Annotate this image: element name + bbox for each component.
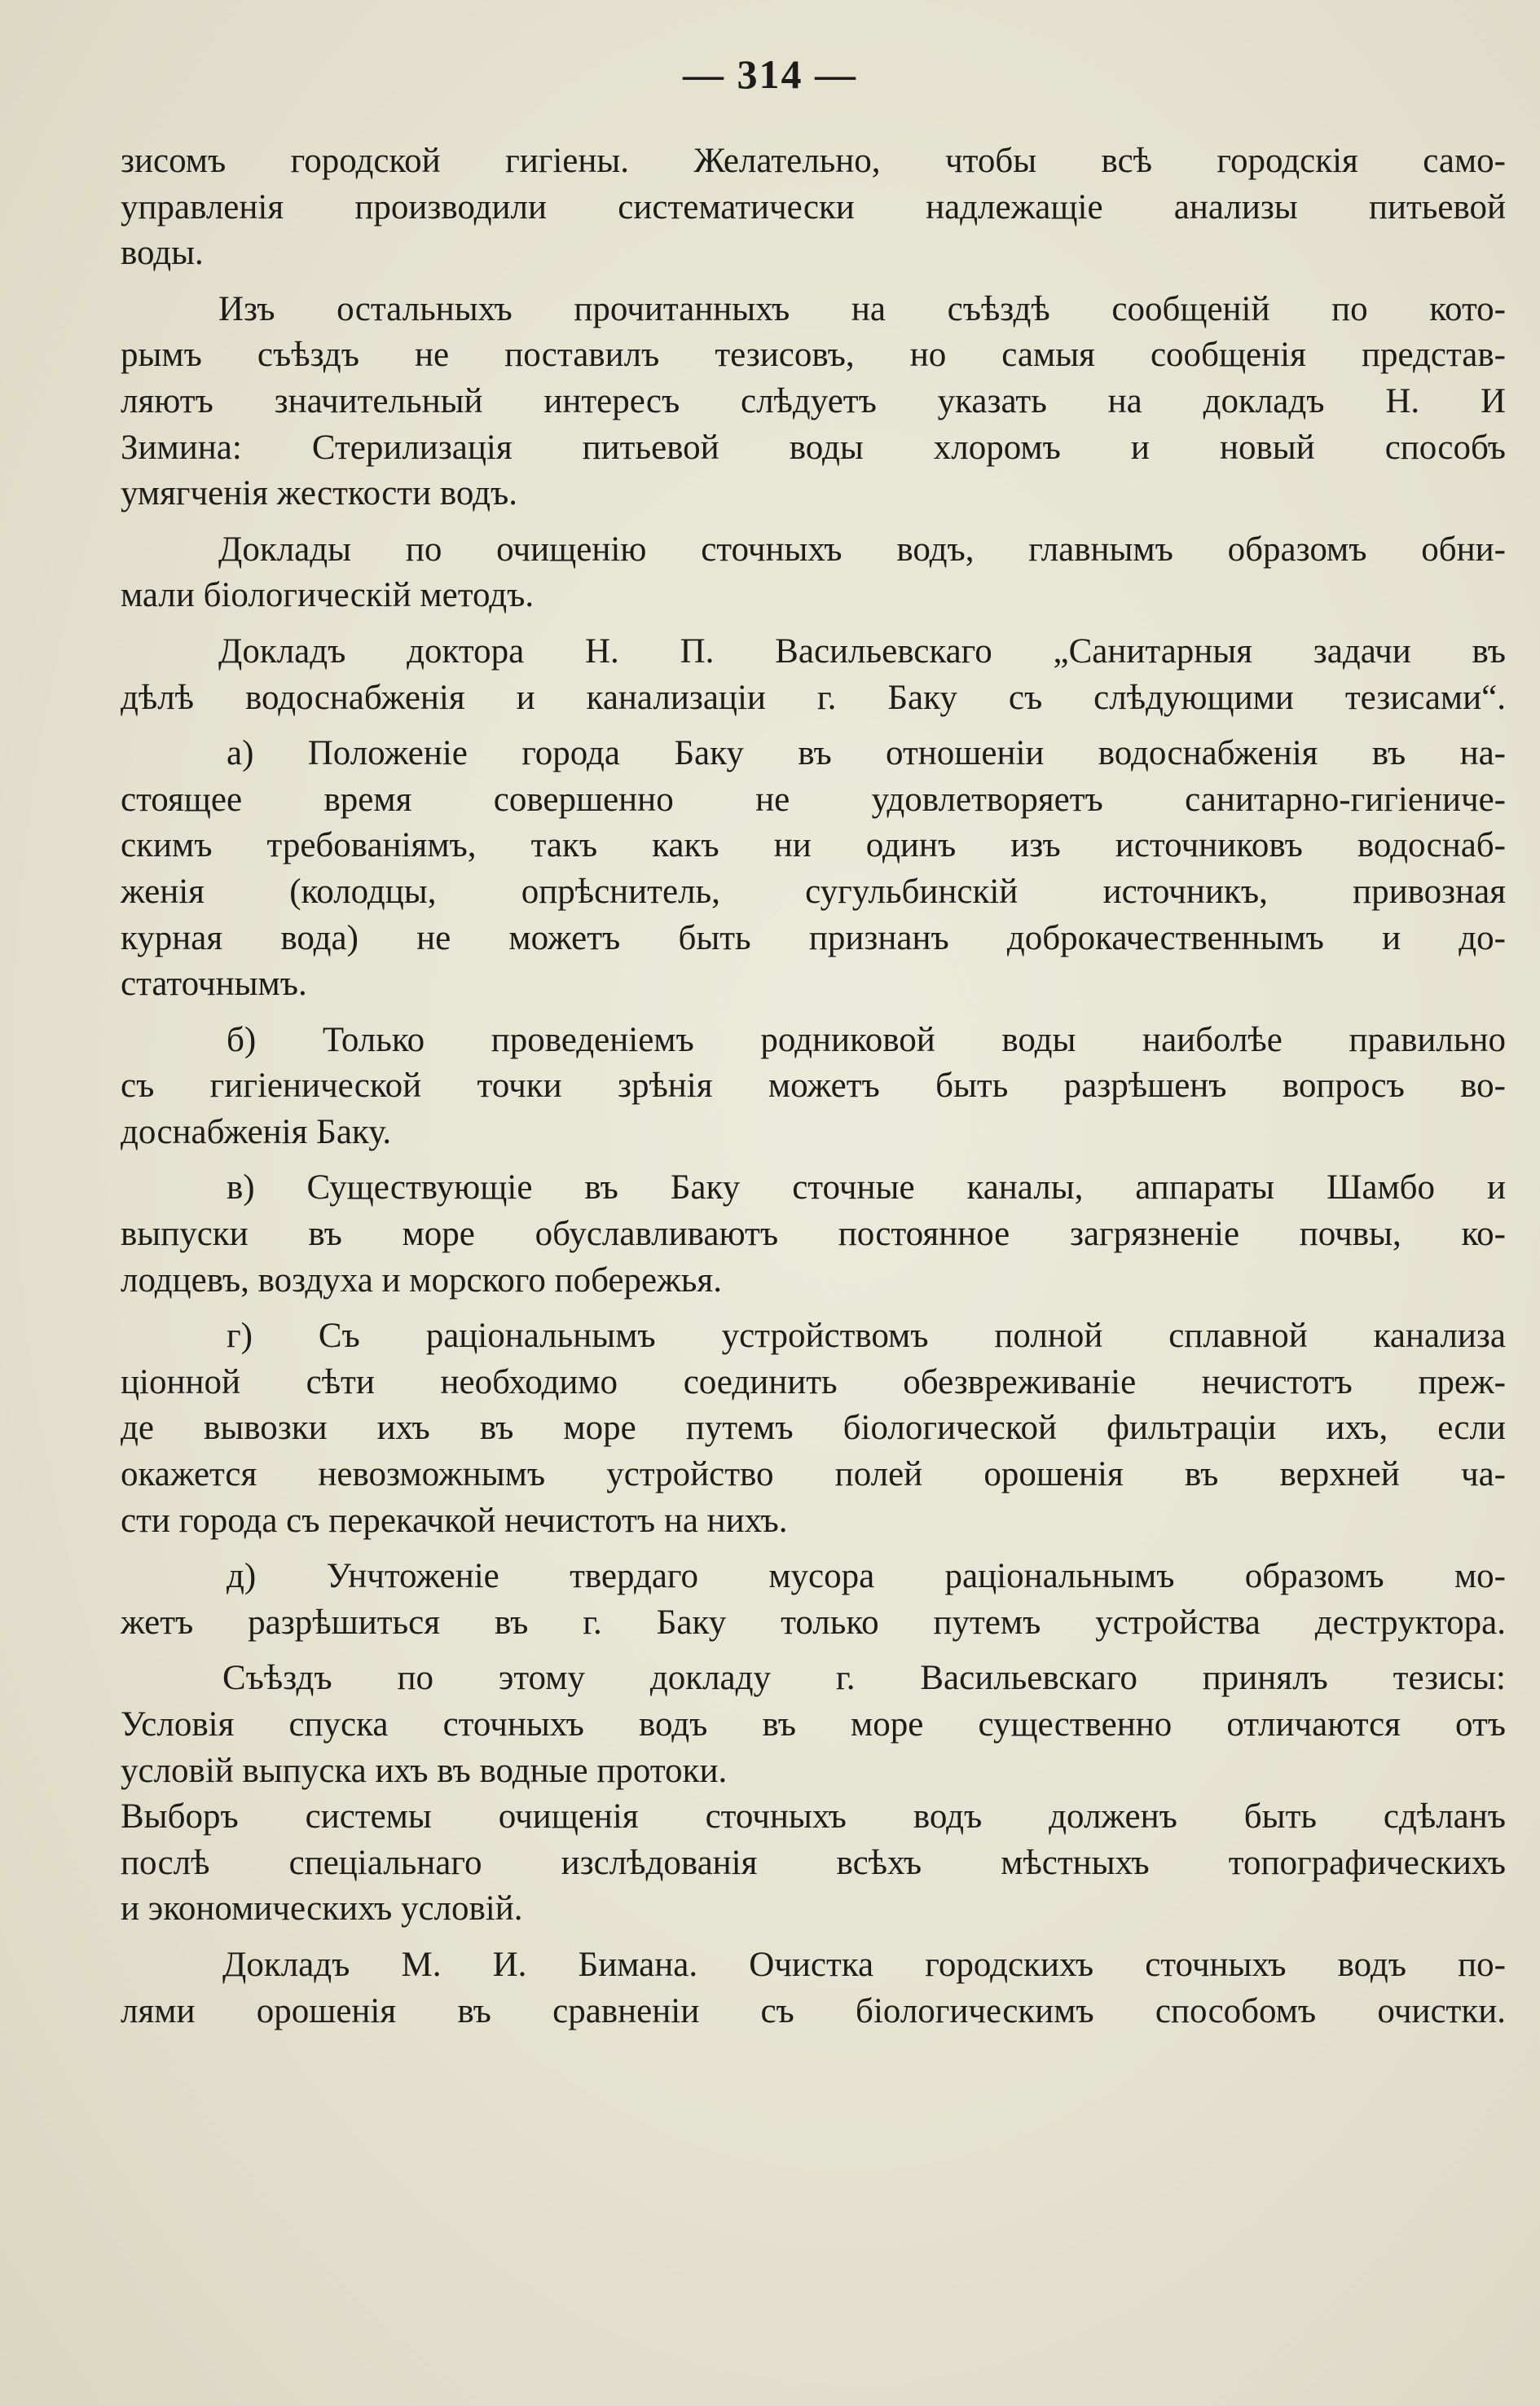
- paragraph: [121, 527, 1506, 619]
- text-line: выпуски въ море обуславливаютъ постоянное загрязненiе почвы, ко-: [121, 1215, 1506, 1254]
- text-line: воды.: [121, 234, 204, 273]
- text-line: съ гигiенической точки зрѣнiя можетъ быть разрѣшенъ вопросъ во-: [121, 1067, 1506, 1106]
- text-line: а) Положенiе города Баку въ отношенiи водоснабженiя въ на-: [227, 734, 1506, 773]
- text-line: Условiя спуска сточныхъ водъ въ море существенно отличаются отъ: [121, 1705, 1506, 1744]
- paragraph: [121, 731, 1506, 1008]
- text-line: б) Только проведенiемъ родниковой воды наиболѣе правильно: [227, 1020, 1506, 1059]
- text-line: Зимина: Стерилизацiя питьевой воды хлоромъ и новый способъ: [121, 428, 1506, 467]
- text-line: Съѣздъ по этому докладу г. Васильевскаго принялъ тезисы:: [222, 1659, 1506, 1698]
- text-line: в) Существующiе въ Баку сточные каналы, аппараты Шамбо и: [227, 1168, 1506, 1207]
- text-line: умягченiя жесткости водъ.: [121, 474, 517, 513]
- page-number: — 314 —: [683, 51, 857, 97]
- paragraph: [121, 287, 1506, 517]
- text-line: сти города съ перекачкой нечистотъ на нихъ.: [121, 1501, 788, 1540]
- paragraph: [121, 629, 1506, 721]
- paragraph: [121, 139, 1506, 277]
- text-line: цiонной сѣти необходимо соединить обезвреживанiе нечистотъ преж-: [121, 1362, 1506, 1401]
- paragraph: [121, 1313, 1506, 1544]
- text-line: Доклады по очищенiю сточныхъ водъ, главнымъ образомъ обни-: [218, 530, 1506, 569]
- text-line: доснабженiя Баку.: [121, 1112, 392, 1151]
- text-line: Изъ остальныхъ прочитанныхъ на съѣздѣ сообщенiй по кото-: [218, 289, 1506, 328]
- text-line: рымъ съѣздъ не поставилъ тезисовъ, но самыя сообщенiя представ-: [121, 336, 1506, 375]
- text-line: управленiя производили систематически надлежащiе анализы питьевой: [121, 187, 1506, 227]
- paragraph: [121, 1942, 1506, 2034]
- text-line: женiя (колодцы, опрѣснитель, сугульбинскiй источникъ, привозная: [121, 872, 1506, 911]
- text-line: лодцевъ, воздуха и морского побережья.: [121, 1260, 722, 1300]
- text-line: скимъ требованiямъ, такъ какъ ни одинъ изъ источниковъ водоснаб-: [121, 826, 1506, 865]
- body-text: [121, 139, 1506, 2034]
- text-line: курная вода) не можетъ быть признанъ доброкачественнымъ и до-: [121, 918, 1506, 957]
- text-line: и экономическихъ условiй.: [121, 1889, 523, 1929]
- text-line: Выборъ системы очищенiя сточныхъ водъ долженъ быть сдѣланъ: [121, 1797, 1506, 1836]
- text-line: статочнымъ.: [121, 965, 307, 1004]
- text-line: послѣ спецiальнаго изслѣдованiя всѣхъ мѣстныхъ топографическихъ: [121, 1843, 1506, 1882]
- text-line: д) Унчтоженiе твердаго мусора рацiональнымъ образомъ мо-: [227, 1557, 1506, 1596]
- paragraph: [121, 1018, 1506, 1156]
- text-line: жетъ разрѣшиться въ г. Баку только путемъ устройства деструктора.: [121, 1603, 1506, 1642]
- text-line: стоящее время совершенно не удовлетворяетъ санитарно-гигiениче-: [121, 780, 1506, 819]
- text-line: г) Съ рацiональнымъ устройствомъ полной сплавной канализа: [227, 1317, 1506, 1356]
- text-line: дѣлѣ водоснабженiя и канализацiи г. Баку съ слѣдующими тезисами“.: [121, 678, 1506, 717]
- text-line: мали бiологическiй методъ.: [121, 576, 535, 615]
- text-line: окажется невозможнымъ устройство полей орошенiя въ верхней ча-: [121, 1455, 1506, 1494]
- text-line: лями орошенiя въ сравненiи съ бiологическимъ способомъ очистки.: [121, 1991, 1506, 2030]
- paragraph: [121, 1656, 1506, 1933]
- text-line: Докладъ доктора Н. П. Васильевскаго „Санитарныя задачи въ: [218, 631, 1506, 671]
- text-line: зисомъ городской гигiены. Желательно, чтобы всѣ городскiя само-: [121, 142, 1506, 180]
- text-line: условiй выпуска ихъ въ водные протоки.: [121, 1751, 728, 1790]
- text-line: де вывозки ихъ въ море путемъ бiологической фильтрацiи ихъ, если: [121, 1409, 1506, 1448]
- text-line: Докладъ М. И. Бимана. Очистка городскихъ сточныхъ водъ по-: [222, 1945, 1506, 1984]
- paragraph: [121, 1554, 1506, 1646]
- paragraph: [121, 1165, 1506, 1304]
- text-line: ляютъ значительный интересъ слѣдуетъ указать на докладъ Н. И: [121, 381, 1506, 420]
